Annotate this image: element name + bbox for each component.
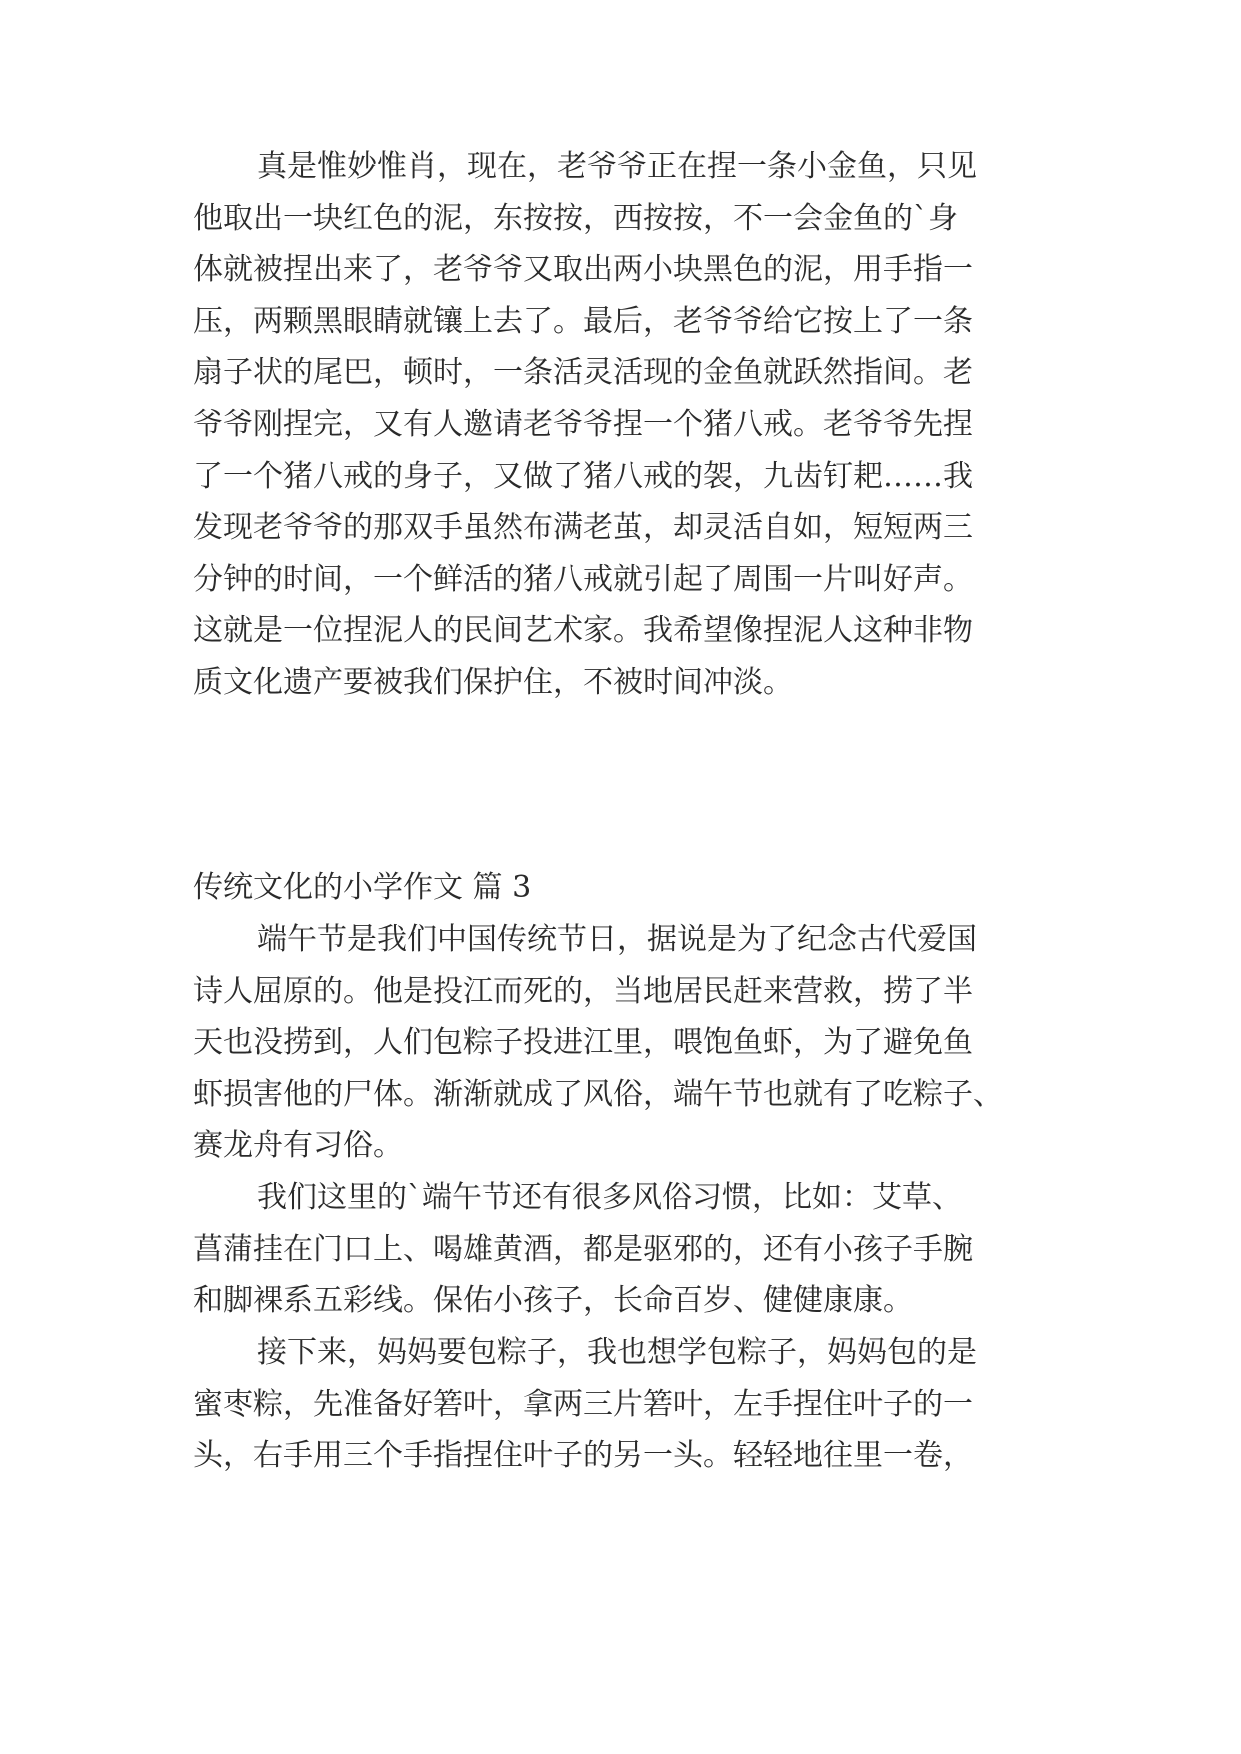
text-line: 菖蒲挂在门口上、喝雄黄酒，都是驱邪的，还有小孩子手腕	[193, 1231, 973, 1267]
text-line: 和脚裸系五彩线。保佑小孩子，长命百岁、健健康康。	[193, 1283, 913, 1319]
essay-paragraph-customs	[193, 1172, 1073, 1327]
text-line: 接下来，妈妈要包粽子，我也想学包粽子，妈妈包的是	[257, 1335, 977, 1370]
section-heading: 传统文化的小学作文 篇 3	[193, 870, 532, 905]
text-line: 体就被捏出来了，老爷爷又取出两小块黑色的泥，用手指一	[193, 252, 973, 288]
text-line: 天也没捞到，人们包粽子投进江里，喂饱鱼虾，为了避免鱼	[193, 1025, 973, 1061]
text-line: 压，两颗黑眼睛就镶上去了。最后，老爷爷给它按上了一条	[193, 303, 973, 339]
text-line: 蜜枣粽，先准备好箬叶，拿两三片箬叶，左手捏住叶子的一	[193, 1386, 973, 1422]
text-line: 发现老爷爷的那双手虽然布满老茧，却灵活自如，短短两三	[193, 510, 973, 546]
essay-paragraph-dragon-boat-origin	[193, 914, 1073, 1172]
text-line: 端午节是我们中国传统节日，据说是为了纪念古代爱国	[257, 922, 977, 957]
text-line: 了一个猪八戒的身子，又做了猪八戒的袈，九齿钉耙……我	[193, 458, 973, 494]
text-line: 头，右手用三个手指捏住叶子的另一头。轻轻地往里一卷，	[193, 1438, 973, 1474]
text-line: 我们这里的`端午节还有很多风俗习惯，比如：艾草、	[257, 1180, 962, 1215]
text-line: 分钟的时间，一个鲜活的猪八戒就引起了周围一片叫好声。	[193, 561, 973, 597]
text-line: 诗人屈原的。他是投江而死的，当地居民赶来营救，捞了半	[193, 973, 973, 1009]
text-line: 质文化遗产要被我们保护住，不被时间冲淡。	[193, 664, 793, 700]
text-line: 虾损害他的尸体。渐渐就成了风俗，端午节也就有了吃粽子、	[193, 1076, 1003, 1112]
text-line: 这就是一位捏泥人的民间艺术家。我希望像捏泥人这种非物	[193, 613, 973, 649]
essay-paragraph-clay-figurine	[193, 141, 1073, 709]
text-line: 赛龙舟有习俗。	[193, 1128, 403, 1164]
text-line: 扇子状的尾巴，顿时，一条活灵活现的金鱼就跃然指间。老	[193, 355, 973, 391]
essay-paragraph-making-zongzi	[193, 1327, 1073, 1482]
text-line: 真是惟妙惟肖，现在，老爷爷正在捏一条小金鱼，只见	[257, 149, 977, 184]
text-line: 他取出一块红色的泥，东按按，西按按，不一会金鱼的`身	[193, 200, 958, 236]
text-line: 爷爷刚捏完，又有人邀请老爷爷捏一个猪八戒。老爷爷先捏	[193, 406, 973, 442]
